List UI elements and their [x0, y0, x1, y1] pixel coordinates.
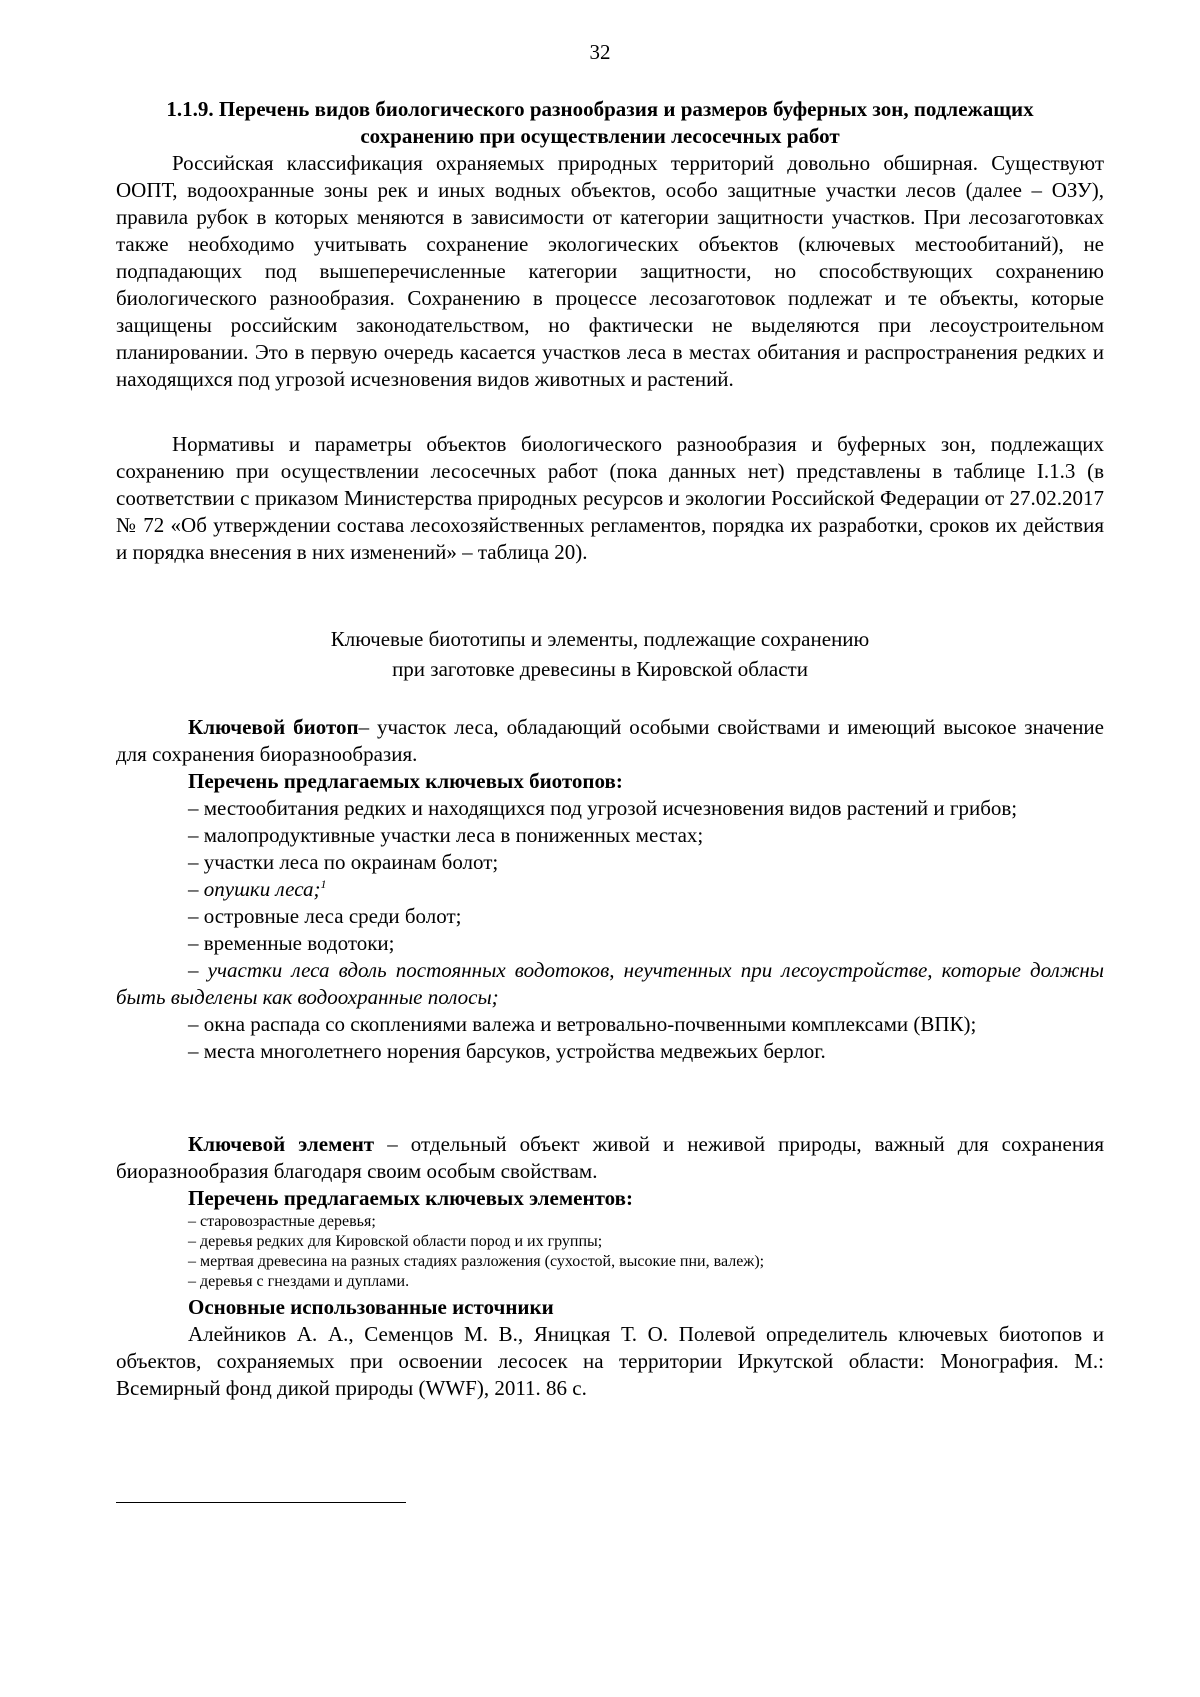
- element-definition: [116, 1131, 1104, 1185]
- list-item: – местообитания редких и находящихся под угрозой исчезновения видов растений и грибов;: [188, 796, 1018, 820]
- list-item: – старовозрастные деревья;: [188, 1213, 376, 1230]
- list-item-italic: – участки леса вдоль постоянных водотоков, неучтенных при лесоустройстве, которые должны быть выделены как водоохранные полосы;: [116, 958, 1104, 1009]
- list-item: – временные водотоки;: [188, 931, 395, 955]
- footnote-separator: [116, 1502, 406, 1503]
- key-elements-section: [116, 1131, 1104, 1402]
- table-caption-line2: при заготовке древесины в Кировской области: [392, 657, 808, 681]
- list-item-italic: [116, 876, 1104, 903]
- list-item: – окна распада со скоплениями валежа и ветровально-почвенными комплексами (ВПК);: [188, 1012, 977, 1036]
- footnote-mark[interactable]: 1: [320, 877, 327, 891]
- list-item: – малопродуктивные участки леса в пониженных местах;: [188, 823, 704, 847]
- table-caption: [200, 624, 1000, 684]
- list-item: – мертвая древесина на разных стадиях разложения (сухостой, высокие пни, валеж);: [188, 1253, 765, 1270]
- list-item-italic-text: – опушки леса;: [188, 877, 321, 901]
- sources-text: Алейников А. А., Семенцов М. В., Яницкая Т. О. Полевой определитель ключевых биотопов и объектов, сохраняемых при освоении лесосек на территории Иркутской области: Монография. М.: Всемирный фонд дикой природы (WWF), 2011. 86 с.: [116, 1322, 1104, 1400]
- list-item: – места многолетнего норения барсуков, устройства медвежьих берлог.: [188, 1039, 826, 1063]
- key-biotopes-section: [116, 714, 1104, 1065]
- section-heading-line1: 1.1.9. Перечень видов биологического разнообразия и размеров буферных зон, подлежащих: [166, 97, 1034, 121]
- section-heading: [120, 96, 1080, 150]
- table-caption-line1: Ключевые биототипы и элементы, подлежащие сохранению: [330, 627, 870, 651]
- page-number: 32: [589, 40, 611, 64]
- element-definition-text: – отдельный объект живой и неживой природы, важный для сохранения биоразнообразия благодаря своим особым свойствам.: [116, 1132, 1105, 1183]
- biotope-definition: [116, 714, 1104, 768]
- biotope-list-title: Перечень предлагаемых ключевых биотопов:: [188, 769, 623, 793]
- sources-title: Основные использованные источники: [188, 1295, 554, 1319]
- biotope-definition-text: – участок леса, обладающий особыми свойствами и имеющий высокое значение для сохранения биоразнообразия.: [116, 715, 1104, 766]
- section-heading-line2: сохранению при осуществлении лесосечных работ: [360, 124, 840, 148]
- biotope-term: Ключевой биотоп: [188, 715, 359, 739]
- element-list-title: Перечень предлагаемых ключевых элементов:: [188, 1186, 633, 1210]
- paragraph-classification: Российская классификация охраняемых природных территорий довольно обширная. Существуют ООПТ, водоохранные зоны рек и иных водных объектов, особо защитные участки лесов (далее – ОЗУ), правила рубок в которых меняются в зависимости от категории защитности участков. При лесозаготовках также необходимо учитывать сохранение экологических объектов (ключевых местообитаний), не подпадающих под вышеперечисленные категории защитности, но способствующих сохранению биологического разнообразия. Сохранению в процессе лесозаготовок подлежат и те объекты, которые защищены российским законодательством, но фактически не выделяются при лесоустроительном планировании. Это в первую очередь касается участков леса в местах обитания и распространения редких и находящихся под угрозой исчезновения видов животных и растений.: [116, 151, 1104, 391]
- list-item: – участки леса по окраинам болот;: [188, 850, 499, 874]
- paragraph-normatives: Нормативы и параметры объектов биологического разнообразия и буферных зон, подлежащих сохранению при осуществлении лесосечных работ (пока данных нет) представлены в таблице I.1.3 (в соответствии с приказом Министерства природных ресурсов и экологии Российской Федерации от 27.02.2017 № 72 «Об утверждении состава лесохозяйственных регламентов, порядка их разработки, сроков их действия и порядка внесения в них изменений» – таблица 20).: [116, 432, 1104, 564]
- list-item: – деревья с гнездами и дуплами.: [188, 1273, 410, 1290]
- element-term: Ключевой элемент: [188, 1132, 375, 1156]
- list-item: – островные леса среди болот;: [188, 904, 462, 928]
- list-item: – деревья редких для Кировской области пород и их группы;: [188, 1233, 603, 1250]
